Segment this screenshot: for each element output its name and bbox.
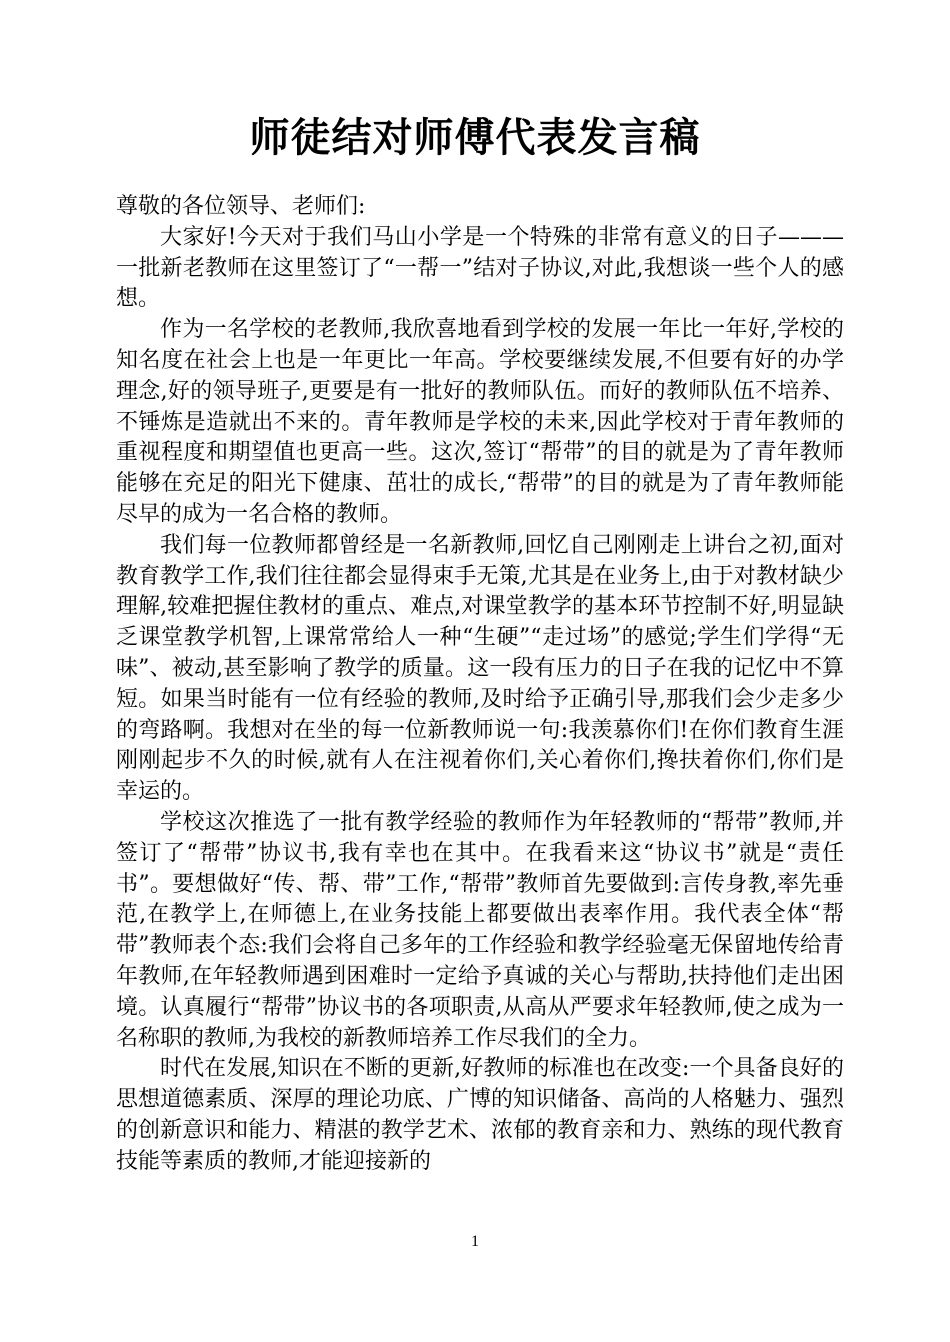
paragraph-4: 学校这次推选了一批有教学经验的教师作为年轻教师的“帮带”教师,并签订了“帮带”协议书,我有幸也在其中。在我看来这“协议书”就是“责任书”。要想做好“传、帮、带”工作,“帮带”教师首先要做到:言传身教,率先垂范,在教学上,在师德上,在业务技能上都要做出表率作用。我代表全体“帮带”教师表个态:我们会将自己多年的工作经验和教学经验毫无保留地传给青年教师,在年轻教师遇到困难时一定给予真诚的关心与帮助,扶持他们走出困境。认真履行“帮带”协议书的各项职责,从高从严要求年轻教师,使之成为一名称职的教师,为我校的新教师培养工作尽我们的全力。 (116, 809, 844, 1051)
document-title: 师徒结对师傅代表发言稿 (249, 115, 701, 161)
page-number: 1 (471, 1233, 479, 1250)
paragraph-1: 大家好!今天对于我们马山小学是一个特殊的非常有意义的日子———一批新老教师在这里签订了“一帮一”结对子协议,对此,我想谈一些个人的感想。 (116, 224, 844, 312)
paragraph-3: 我们每一位教师都曾经是一名新教师,回忆自己刚刚走上讲台之初,面对教育教学工作,我们往往都会显得束手无策,尤其是在业务上,由于对教材缺少理解,较难把握住教材的重点、难点,对课堂教学的基本环节控制不好,明显缺乏课堂教学机智,上课常常给人一种“生硬”“走过场”的感觉;学生们学得“无味”、被动,甚至影响了教学的质量。这一段有压力的日子在我的记忆中不算短。如果当时能有一位有经验的教师,及时给予正确引导,那我们会少走多少的弯路啊。我想对在坐的每一位新教师说一句:我羡慕你们!在你们教育生涯刚刚起步不久的时候,就有人在注视着你们,关心着你们,搀扶着你们,你们是幸运的。 (116, 532, 844, 805)
paragraph-2: 作为一名学校的老教师,我欣喜地看到学校的发展一年比一年好,学校的知名度在社会上也是一年更比一年高。学校要继续发展,不但要有好的办学理念,好的领导班子,更要是有一批好的教师队伍。而好的教师队伍不培养、不锤炼是造就出不来的。青年教师是学校的未来,因此学校对于青年教师的重视程度和期望值也更高一些。这次,签订“帮带”的目的就是为了青年教师能够在充足的阳光下健康、茁壮的成长,“帮带”的目的就是为了青年教师能尽早的成为一名合格的教师。 (116, 317, 844, 527)
salutation: 尊敬的各位领导、老师们: (116, 194, 366, 219)
paragraph-5: 时代在发展,知识在不断的更新,好教师的标准也在改变:一个具备良好的思想道德素质、深厚的理论功底、广博的知识储备、高尚的人格魅力、强烈的创新意识和能力、精湛的教学艺术、浓郁的教育亲和力、熟练的现代教育技能等素质的教师,才能迎接新的 (116, 1056, 844, 1174)
document-body (116, 192, 844, 1178)
